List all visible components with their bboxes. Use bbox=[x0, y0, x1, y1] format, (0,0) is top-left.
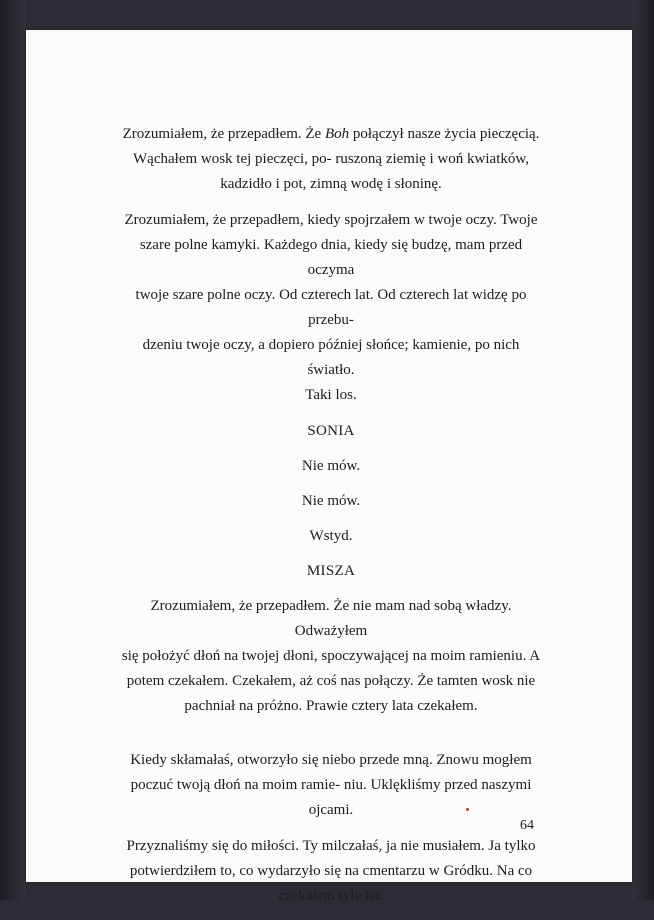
page-number: 64 bbox=[520, 818, 534, 833]
speaker-sonia: SONIA bbox=[307, 423, 355, 439]
text-line: ojcami. bbox=[308, 802, 354, 818]
book-page bbox=[26, 30, 632, 904]
paragraph-1 bbox=[121, 122, 541, 197]
sonia-line-2: Nie mów. bbox=[301, 493, 361, 509]
misza-paragraph-2 bbox=[121, 748, 541, 823]
speaker-misza: MISZA bbox=[306, 563, 356, 579]
text-line: kadzidło i pot, zimną wodę i słoninę. bbox=[220, 176, 442, 192]
text-line: Przyznaliśmy się do miłości. Ty milczałaś, ja nie musiałem. Ja tylko bbox=[126, 838, 536, 854]
text-line: pachniał na próżno. Prawie cztery lata czekałem. bbox=[184, 698, 478, 714]
paragraph-2 bbox=[121, 208, 541, 408]
text-line: poczuć twoją dłoń na moim ramie- niu. Uklękliśmy przed naszymi bbox=[130, 777, 532, 793]
text-line: Zrozumiałem, że przepadłem, kiedy spojrzałem w twoje oczy. Twoje bbox=[124, 212, 538, 228]
text-line: twoje szare polne oczy. Od czterech lat. Od czterech lat widzę po przebu- bbox=[135, 287, 527, 328]
text-line: czekałem tyle lat. bbox=[278, 888, 384, 904]
text-line: Kiedy skłamałaś, otworzyło się niebo przede mną. Znowu mogłem bbox=[130, 752, 532, 768]
misza-paragraph-1 bbox=[121, 594, 541, 719]
italic-word: Boh bbox=[324, 126, 350, 142]
sonia-line-3: Wstyd. bbox=[309, 528, 353, 544]
text-line bbox=[121, 122, 541, 147]
scanner-backdrop-right bbox=[632, 0, 654, 900]
scanner-backdrop-left bbox=[0, 0, 26, 900]
ink-speck bbox=[466, 808, 469, 811]
text-line: Taki los. bbox=[305, 387, 357, 403]
sonia-line-1: Nie mów. bbox=[301, 458, 361, 474]
text-line: się położyć dłoń na twojej dłoni, spoczywającej na moim ramieniu. A bbox=[121, 648, 541, 664]
text-line: Wąchałem wosk tej pieczęci, po- ruszoną ziemię i woń kwiatków, bbox=[133, 151, 529, 167]
text-line: potem czekałem. Czekałem, aż coś nas połączy. Że tamten wosk nie bbox=[126, 673, 536, 689]
page-text bbox=[121, 122, 541, 920]
misza-paragraph-3 bbox=[121, 834, 541, 909]
text-line: szare polne kamyki. Każdego dnia, kiedy się budzę, mam przed oczyma bbox=[139, 237, 523, 278]
text-segment: Zrozumiałem, że przepadłem. Że bbox=[122, 126, 325, 142]
text-line: dzeniu twoje oczy, a dopiero później słońce; kamienie, po nich światło. bbox=[142, 337, 520, 378]
paragraph-gap bbox=[121, 730, 541, 748]
text-line: potwierdziłem to, co wydarzyło się na cmentarzu w Gródku. Na co bbox=[129, 863, 533, 879]
text-line: Zrozumiałem, że przepadłem. Że nie mam nad sobą władzy. Odważyłem bbox=[150, 598, 512, 639]
text-segment: połączył nasze życia pieczęcią. bbox=[349, 126, 540, 142]
